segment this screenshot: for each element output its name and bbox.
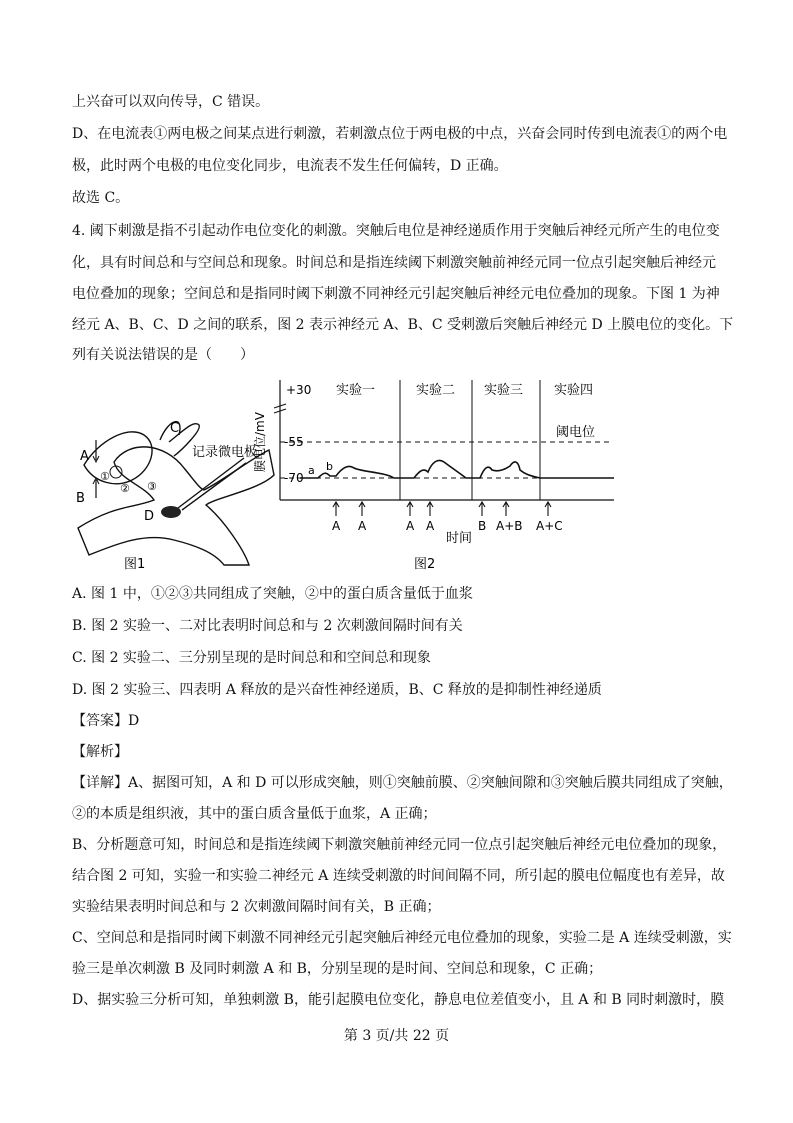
electrode-tip: [161, 506, 181, 518]
label-a: A: [80, 449, 89, 464]
stimulus-label: B: [478, 519, 487, 533]
stimulus-arrow: [407, 502, 413, 516]
stimulus-label: A: [332, 519, 341, 533]
stimulus-label: A+B: [496, 519, 523, 533]
stimulus-label: A+C: [536, 519, 563, 533]
stimulus-arrow: [545, 502, 551, 516]
stimulus-label: A: [406, 519, 415, 533]
mark-a: a: [308, 464, 315, 477]
panel-title: 实验一: [336, 383, 376, 398]
stimulus-arrow: [333, 502, 339, 516]
analysis-label: 【解析】: [72, 744, 128, 760]
option-d: D. 图 2 实验三、四表明 A 释放的是兴奋性神经递质，B、C 释放的是抑制性神经递质: [72, 682, 602, 698]
figure-svg: [74, 380, 634, 575]
ytick-low: -70: [284, 471, 304, 485]
electrode-line: [182, 463, 246, 510]
label-c: C: [170, 421, 180, 436]
y-axis-label: 膜电位/mV: [253, 412, 267, 472]
stimulus-arrow: [479, 502, 485, 516]
figure1-neuron-diagram: [78, 422, 274, 565]
panel-title: 实验二: [416, 383, 456, 398]
stimulus-arrow: [359, 502, 365, 516]
question-text: 经元 A、B、C、D 之间的联系，图 2 表示神经元 A、B、C 受刺激后突触后神经元 D 上膜电位的变化。下: [72, 317, 734, 333]
stimulus-arrow: [427, 502, 433, 516]
potential-trace: [300, 460, 614, 478]
label-num1: ①: [100, 470, 110, 483]
analysis-text: 结合图 2 可知，实验一和实验二神经元 A 连续受刺激的时间间隔不同，所引起的膜电位幅度也有差异，故: [72, 868, 725, 884]
option-c: C. 图 2 实验二、三分别呈现的是时间总和和空间总和现象: [72, 650, 431, 666]
text-line: D、在电流表①两电极之间某点进行刺激，若刺激点位于两电极的中点，兴奋会同时传到电流表①的两个电: [72, 126, 728, 142]
label-d: D: [144, 509, 155, 524]
analysis-text: C、空间总和是指同时阈下刺激不同神经元引起突触后神经元电位叠加的现象，实验二是 A 连续受刺激，实: [72, 930, 732, 946]
question-text: 化，具有时间总和与空间总和现象。时间总和是指连续阈下刺激突触前神经元同一位点引起突触后神经元: [72, 255, 716, 271]
text-line: 上兴奋可以双向传导，C 错误。: [72, 94, 270, 110]
stimulus-label: A: [426, 519, 435, 533]
threshold-label: 阈电位: [556, 425, 596, 440]
ytick-top: +30: [286, 383, 312, 397]
figure1-caption: 图1: [124, 557, 146, 572]
analysis-text: B、分析题意可知，时间总和是指连续阈下刺激突触前神经元同一位点引起突触后神经元电位叠加的现象，: [72, 837, 727, 853]
page-footer: 第 3 页/共 22 页: [343, 1028, 450, 1044]
electrode-label: 记录微电极: [192, 445, 258, 460]
x-axis-label: 时间: [446, 531, 473, 546]
electrode-line: [178, 458, 244, 508]
label-b: B: [76, 491, 85, 506]
stimulus-arrows: [333, 502, 551, 516]
analysis-text: 实验结果表明时间总和与 2 次刺激间隔时间有关，B 正确；: [72, 899, 441, 915]
text-line: 极，此时两个电极的电位变化同步，电流表不发生任何偏转，D 正确。: [72, 158, 508, 174]
analysis-text: ②的本质是组织液，其中的蛋白质含量低于血浆，A 正确；: [72, 806, 437, 822]
question-text: 4. 阈下刺激是指不引起动作电位变化的刺激。突触后电位是神经递质作用于突触后神经元所产生的电位变: [72, 223, 720, 239]
question-text: 电位叠加的现象；空间总和是指同时阈下刺激不同神经元引起突触后神经元电位叠加的现象。下图 1 为神: [72, 286, 720, 302]
question-text: 列有关说法错误的是（ ）: [72, 347, 254, 363]
ytick-mid: -55: [284, 435, 304, 449]
option-b: B. 图 2 实验一、二对比表明时间总和与 2 次刺激间隔时间有关: [72, 618, 463, 634]
stimulus-arrow: [503, 502, 509, 516]
analysis-text: 验三是单次刺激 B 及同时刺激 A 和 B，分别呈现的是时间、空间总和现象，C 正确；: [72, 961, 603, 977]
figure2-caption: 图2: [414, 557, 436, 572]
answer-label: 【答案】D: [72, 713, 140, 729]
text-line: 故选 C。: [72, 190, 130, 206]
panel-title: 实验四: [554, 383, 594, 398]
analysis-text: 【详解】A、据图可知，A 和 D 可以形成突触，则①突触前膜、②突触间隙和③突触后膜共同组成了突触，: [72, 775, 733, 791]
option-a: A. 图 1 中，①②③共同组成了突触，②中的蛋白质含量低于血浆: [72, 586, 473, 602]
figure: [74, 380, 634, 575]
mark-b: b: [326, 460, 333, 473]
label-num2: ②: [120, 482, 130, 495]
figure2-chart: [252, 380, 614, 572]
analysis-text: D、据实验三分析可知，单独刺激 B，能引起膜电位变化，静息电位差值变小，且 A 和 B 同时刺激时，膜: [72, 992, 725, 1008]
label-num3: ③: [147, 480, 157, 493]
panel-title: 实验三: [484, 383, 524, 398]
stimulus-label: A: [358, 519, 367, 533]
